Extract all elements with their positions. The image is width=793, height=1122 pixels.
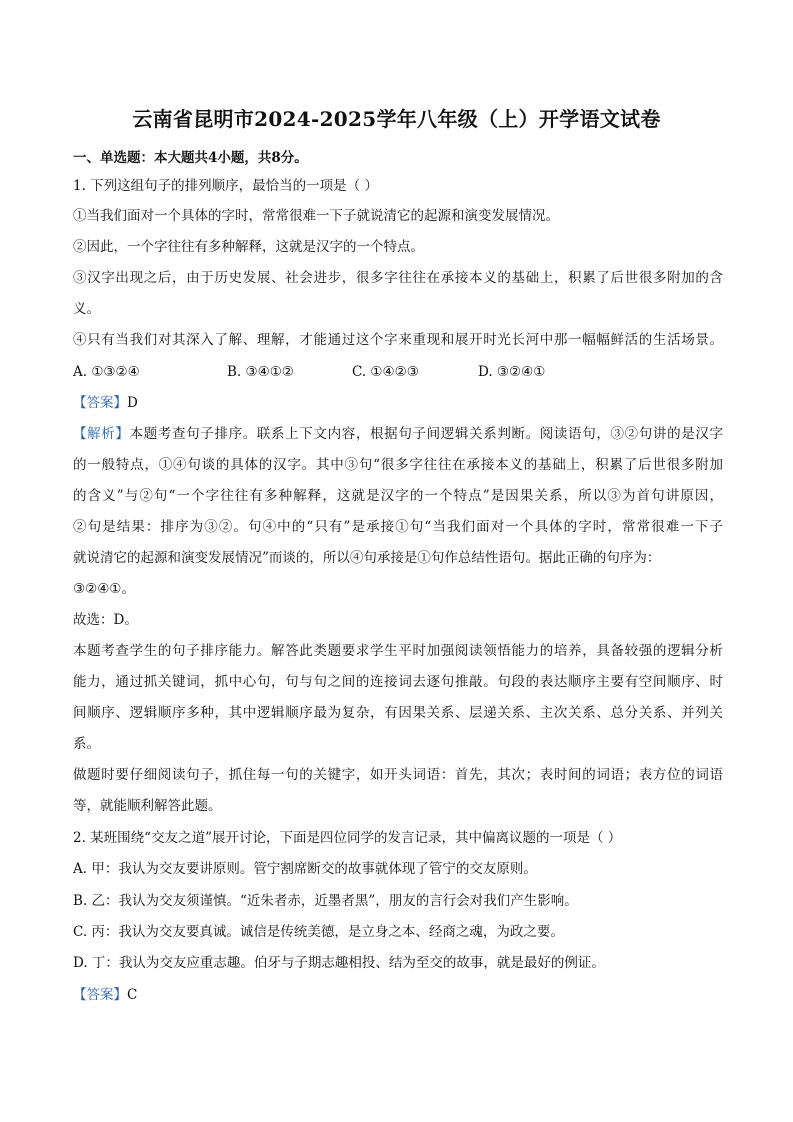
- q1-note-line-1: 本题考查学生的句子排序能力。解答此类题要求学生平时加强阅读领悟能力的培养，具备较强的逻辑分析: [73, 643, 723, 659]
- q1-sentence-3-line-2: 义。: [73, 301, 100, 317]
- q1-option-a: A. ①③②④: [73, 364, 140, 380]
- answer-value: D: [127, 395, 138, 411]
- answer-value: C: [127, 987, 138, 1003]
- q1-option-b: B. ③④①②: [227, 364, 294, 380]
- q2-option-a: A. 甲：我认为交友要讲原则。管宁割席断交的故事就体现了管宁的交友原则。: [73, 861, 537, 877]
- q1-option-d: D. ③②④①: [478, 364, 546, 380]
- q1-note-line-2: 能力，通过抓关键词，抓中心句，句与句之间的连接词去逐句推敲。句段的表达顺序主要有空间顺序、时: [73, 674, 723, 690]
- q1-analysis-line-4: ②句是结果：排序为③②。句④中的“只有”是承接①句“当我们面对一个具体的字时，常常很难一下子: [73, 519, 723, 535]
- q1-sentence-1: ①当我们面对一个具体的字时，常常很难一下子就说清它的起源和演变发展情况。: [73, 208, 559, 224]
- q2-option-b: B. 乙：我认为交友须谨慎。“近朱者赤，近墨者黑”，朋友的言行会对我们产生影响。: [73, 893, 578, 909]
- q1-analysis-line-5: 就说清它的起源和演变发展情况”而谈的，所以④句承接是①句作总结性语句。据此正确的句序为：: [73, 550, 661, 566]
- analysis-text: 本题考查句子排序。联系上下文内容，根据句子间逻辑关系判断。阅读语句，③②句讲的是汉字: [129, 426, 723, 442]
- q2-option-d: D. 丁：我认为交友应重志趣。伯牙与子期志趣相投、结为至交的故事，就是最好的例证。: [73, 955, 605, 971]
- analysis-tag: 【解析】: [73, 426, 130, 442]
- q2-option-c: C. 丙：我认为交友要真诚。诚信是传统美德，是立身之本、经商之魂，为政之要。: [73, 924, 564, 940]
- q1-tip-line-1: 做题时要仔细阅读句子，抓住每一句的关键字，如开头词语：首先，其次；表时间的词语；表方位的词语: [73, 767, 723, 783]
- q1-option-c: C. ①④②③: [352, 364, 419, 380]
- q1-analysis-line-3: 的含义”与②句“一个字往往有多种解释，这就是汉字的一个特点”是因果关系，所以③为首句讲原因，: [73, 488, 723, 504]
- answer-tag: 【答案】: [73, 987, 127, 1003]
- q1-sentence-3-line-1: ③汉字出现之后，由于历史发展、社会进步，很多字往往在承接本义的基础上，积累了后世很多附加的含: [73, 270, 723, 286]
- section-heading: 一、单选题：本大题共4小题，共8分。: [73, 150, 308, 166]
- q2-answer: [73, 985, 723, 1005]
- q1-tip-line-2: 等，就能顺利解答此题。: [73, 798, 222, 814]
- q1-analysis-line-2: 的一般特点，①④句谈的具体的汉字。其中③句“很多字往往在承接本义的基础上，积累了后世很多附加: [73, 457, 723, 473]
- q1-answer: [73, 393, 723, 413]
- question-1-stem: 1. 下列这组句子的排列顺序，最恰当的一项是（ ）: [73, 178, 378, 194]
- q1-choose: 故选：D。: [73, 612, 138, 628]
- q1-sentence-4: ④只有当我们对其深入了解、理解，才能通过这个字来重现和展开时光长河中那一幅幅鲜活的生活场景。: [73, 332, 723, 348]
- question-2-stem: 2. 某班围绕“交友之道”展开讨论，下面是四位同学的发言记录，其中偏离议题的一项是（ ）: [73, 830, 622, 846]
- q1-analysis-line-6: ③②④①。: [73, 581, 135, 597]
- q1-note-line-4: 系。: [73, 736, 100, 752]
- q1-note-line-3: 间顺序、逻辑顺序多种，其中逻辑顺序最为复杂，有因果关系、层递关系、主次关系、总分关系、并列关: [73, 705, 723, 721]
- answer-tag: 【答案】: [73, 395, 127, 411]
- page-title: 云南省昆明市2024-2025学年八年级（上）开学语文试卷: [132, 107, 661, 131]
- q1-analysis-line-1: [73, 424, 723, 444]
- q1-sentence-2: ②因此，一个字往往有多种解释，这就是汉字的一个特点。: [73, 239, 424, 255]
